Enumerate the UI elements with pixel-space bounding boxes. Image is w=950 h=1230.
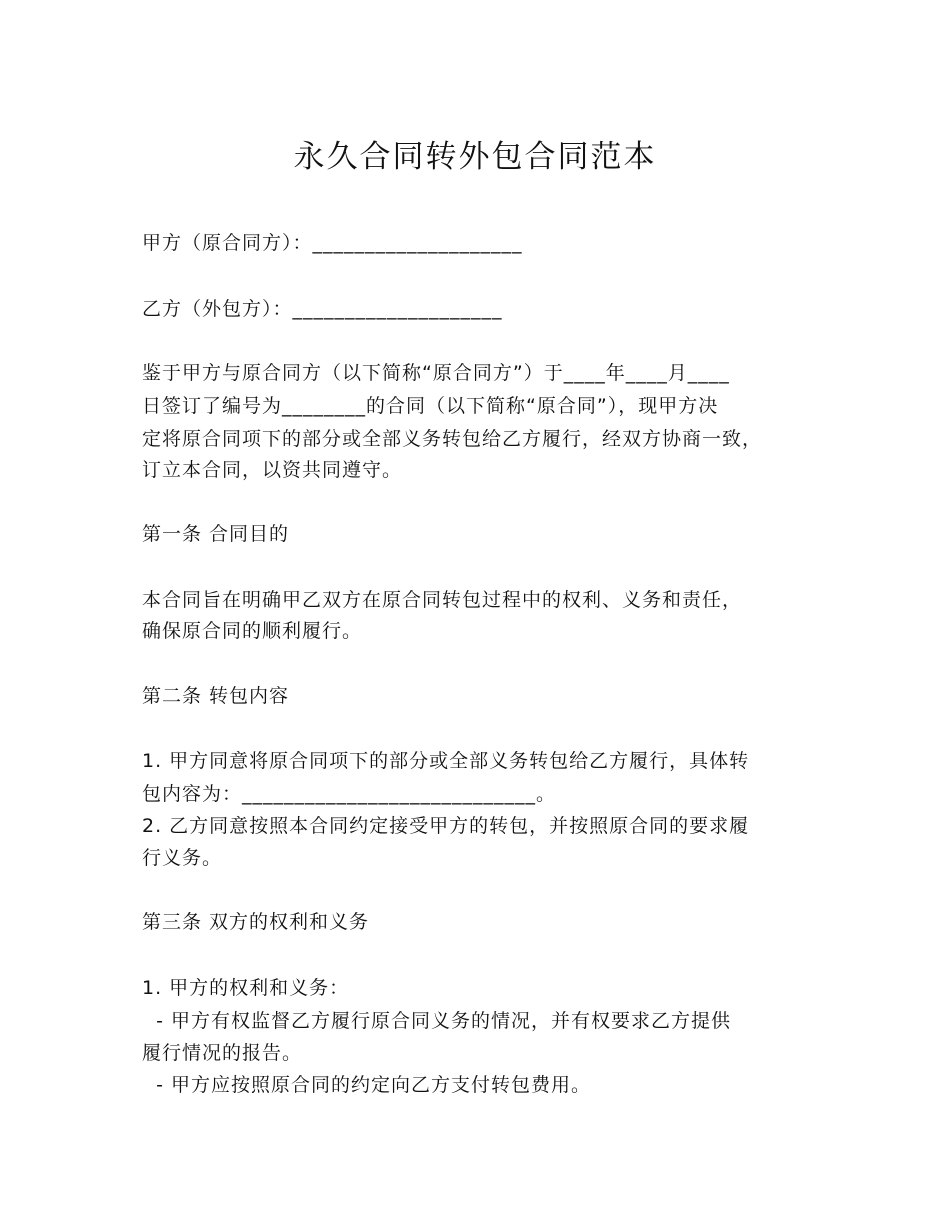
article-2-line: 行义务。 [142,847,223,869]
article-3-heading: 第三条 双方的权利和义务 [142,911,370,933]
article-2-line: 2. 乙方同意按照本合同约定接受甲方的转包，并按照原合同的要求履 [142,815,750,837]
party-a-line: 甲方（原合同方）：____________________ [142,232,523,254]
article-1-heading: 第一条 合同目的 [142,523,290,545]
preamble-line: 鉴于甲方与原合同方（以下简称“原合同方”）于____年____月____ [142,362,730,384]
article-3-line: - 甲方有权监督乙方履行原合同义务的情况，并有权要求乙方提供 [142,1010,731,1032]
preamble-line: 日签订了编号为________的合同（以下简称“原合同”），现甲方决 [142,395,719,417]
article-1-line: 本合同旨在明确甲乙双方在原合同转包过程中的权利、义务和责任， [142,589,743,611]
preamble-line: 订立本合同，以资共同遵守。 [142,459,403,481]
article-2-line: 1. 甲方同意将原合同项下的部分或全部义务转包给乙方履行，具体转 [142,750,750,772]
article-2-line: 包内容为：____________________________。 [142,783,557,805]
article-1-line: 确保原合同的顺利履行。 [142,620,363,642]
article-3-line: 1. 甲方的权利和义务： [142,977,350,999]
preamble-line: 定将原合同项下的部分或全部义务转包给乙方履行，经双方协商一致， [142,428,763,450]
party-b-line: 乙方（外包方）：____________________ [142,298,503,320]
article-3-line: - 甲方应按照原合同的约定向乙方支付转包费用。 [142,1074,591,1096]
document-title: 永久合同转外包合同范本 [293,139,657,175]
article-3-line: 履行情况的报告。 [142,1042,303,1064]
article-2-heading: 第二条 转包内容 [142,685,290,707]
